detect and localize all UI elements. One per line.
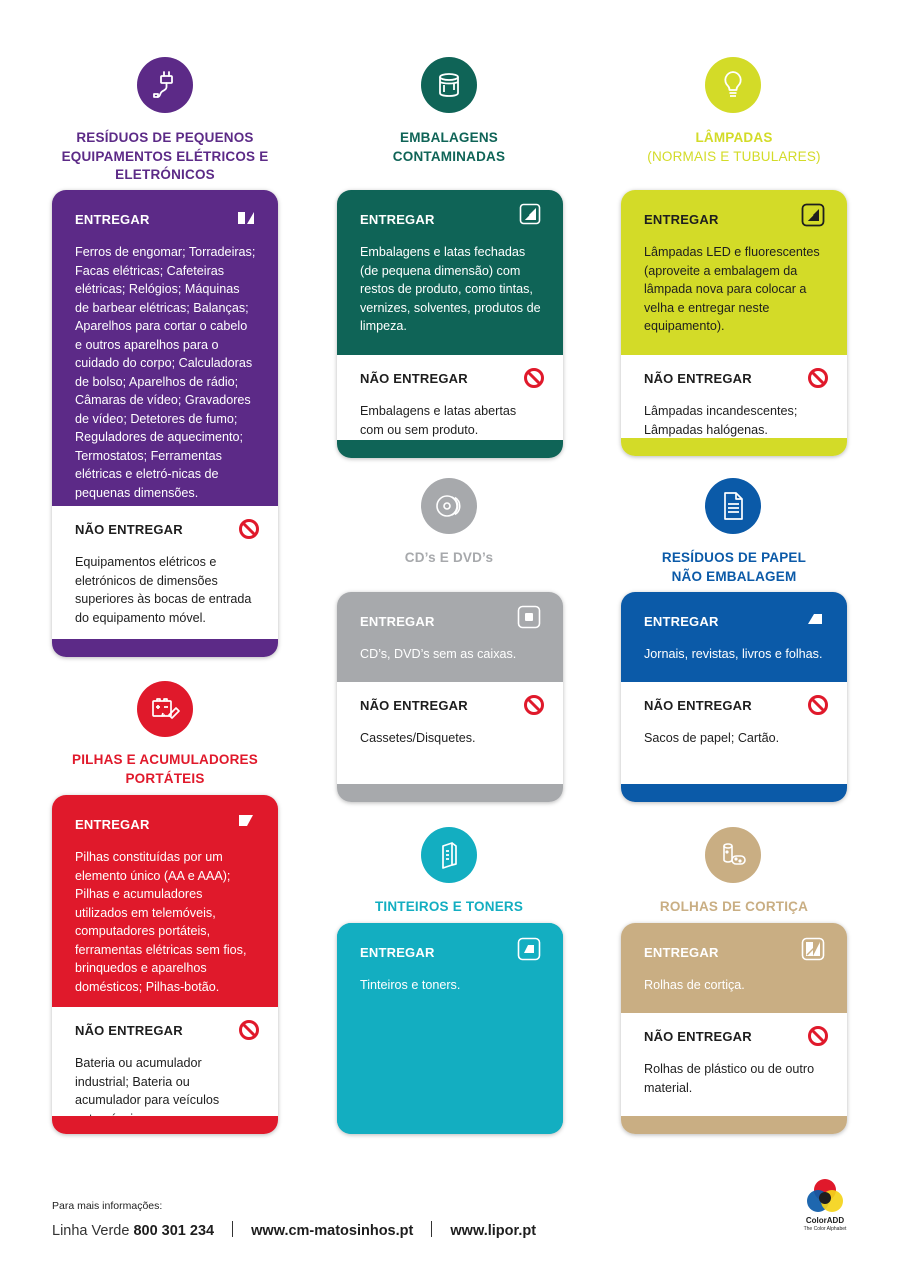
not-deliver-heading: NÃO ENTREGAR [75, 522, 183, 537]
prohibited-icon [807, 1025, 829, 1047]
cork-card [621, 923, 847, 1134]
coloradd-logo-name: ColorADD [805, 1216, 845, 1225]
coloradd-cyan-icon [517, 937, 541, 961]
deliver-section [337, 190, 563, 355]
packaging-title: EMBALAGENS CONTAMINADAS [392, 130, 506, 164]
deliver-text: Pilhas constituídas por um elemento único (AA e AAA); Pilhas e acumuladores utilizados em telemóveis, computadores portáteis, ferramentas elétricas sem fios, brinquedos e aparelhos domésticos; Pilhas-botão. [75, 850, 247, 994]
divider [232, 1221, 233, 1237]
eee-card [52, 190, 278, 657]
deliver-section [52, 795, 278, 1007]
card-footer-bar [337, 440, 563, 458]
deliver-section [337, 923, 563, 1134]
eee-title: RESÍDUOS DE PEQUENOS EQUIPAMENTOS ELÉTRICOS E ELETRÓNICOS [61, 130, 269, 182]
not-deliver-heading: NÃO ENTREGAR [644, 1029, 752, 1044]
prohibited-icon [807, 367, 829, 389]
deliver-text: Lâmpadas LED e fluorescentes (aproveite a embalagem da lâmpada nova para colocar a velha e entregar neste equipamento). [644, 245, 820, 333]
deliver-section [621, 190, 847, 355]
website-link-matosinhos[interactable]: www.cm-matosinhos.pt [251, 1223, 414, 1239]
deliver-text: Tinteiros e toners. [360, 978, 461, 992]
coloradd-logo-icon [803, 1176, 847, 1216]
card-footer-bar [621, 438, 847, 456]
contact-line [52, 1221, 536, 1239]
hotline-number: 800 301 234 [133, 1223, 215, 1239]
website-link-lipor[interactable]: www.lipor.pt [450, 1223, 537, 1239]
deliver-section [337, 592, 563, 682]
deliver-text: Ferros de engomar; Torradeiras; Facas elétricas; Cafeteiras elétricas; Relógios; Máquinas de barbear elétricas; Balanças; Aparelhos para cortar o cabelo e outros aparelhos para o cuidado do corpo; Calculadoras de bolso; Aparelhos de rádio; Câmaras de vídeo; Gravadores de vídeo; Detetores de fumo; Reguladores de aquecimento; Termostatos; Ferramentas elétricas e eletró-nicas de pequenas dimensões. [75, 245, 256, 500]
not-deliver-section [52, 1007, 278, 1128]
coloradd-green-icon [519, 203, 541, 225]
deliver-heading: ENTREGAR [644, 212, 719, 227]
deliver-text: Rolhas de cortiça. [644, 978, 745, 992]
cds-card [337, 592, 563, 802]
paint-can-icon [421, 57, 477, 113]
deliver-heading: ENTREGAR [360, 212, 435, 227]
not-deliver-heading: NÃO ENTREGAR [360, 698, 468, 713]
card-footer-bar [621, 784, 847, 802]
plug-icon [137, 57, 193, 113]
deliver-section [621, 592, 847, 682]
deliver-section [621, 923, 847, 1013]
paper-title: RESÍDUOS DE PAPEL NÃO EMBALAGEM [661, 550, 807, 584]
not-deliver-text: Embalagens e latas abertas com ou sem produto. [360, 404, 517, 437]
coloradd-grey-icon [517, 605, 541, 629]
coloradd-yellow-icon [801, 203, 825, 227]
lamps-title: LÂMPADAS (NORMAIS E TUBULARES) [647, 130, 821, 164]
not-deliver-text: Rolhas de plástico ou de outro material. [644, 1062, 815, 1095]
not-deliver-section [621, 355, 847, 439]
disc-icon [421, 478, 477, 534]
card-footer-bar [52, 639, 278, 657]
battery-icon [137, 681, 193, 737]
divider [431, 1221, 432, 1237]
coloradd-logo-tagline: The Color Alphabet [803, 1226, 847, 1232]
paper-card [621, 592, 847, 802]
info-label: Para mais informações: [52, 1200, 163, 1212]
deliver-text: Embalagens e latas fechadas (de pequena dimensão) com restos de produto, como tintas, vernizes, solventes, produtos de limpeza. [360, 245, 541, 333]
cork-title: ROLHAS DE CORTIÇA [659, 899, 809, 914]
not-deliver-text: Sacos de papel; Cartão. [644, 731, 780, 745]
deliver-heading: ENTREGAR [360, 614, 435, 629]
prohibited-icon [523, 367, 545, 389]
coloradd-purple-icon [236, 208, 256, 228]
not-deliver-text: Lâmpadas incandescentes; Lâmpadas halógenas. [644, 404, 798, 437]
not-deliver-text: Cassetes/Disquetes. [360, 731, 476, 745]
deliver-section [52, 190, 278, 506]
cork-icon [705, 827, 761, 883]
deliver-text: Jornais, revistas, livros e folhas. [644, 647, 823, 661]
ink-cartridge-icon [421, 827, 477, 883]
deliver-heading: ENTREGAR [644, 614, 719, 629]
document-icon [705, 478, 761, 534]
not-deliver-section [337, 682, 563, 748]
not-deliver-heading: NÃO ENTREGAR [644, 371, 752, 386]
prohibited-icon [238, 1019, 260, 1041]
packaging-card [337, 190, 563, 458]
coloradd-logo [798, 1176, 852, 1240]
toner-card [337, 923, 563, 1134]
prohibited-icon [523, 694, 545, 716]
light-bulb-icon [705, 57, 761, 113]
toner-title: TINTEIROS E TONERS [374, 899, 524, 914]
not-deliver-heading: NÃO ENTREGAR [360, 371, 468, 386]
lamps-card [621, 190, 847, 456]
batteries-title: PILHAS E ACUMULADORES PORTÁTEIS [72, 752, 258, 786]
card-footer-bar [337, 784, 563, 802]
card-footer-bar [52, 1116, 278, 1134]
coloradd-blue-icon [805, 609, 825, 629]
deliver-heading: ENTREGAR [75, 212, 150, 227]
deliver-heading: ENTREGAR [644, 945, 719, 960]
not-deliver-section [621, 1013, 847, 1097]
not-deliver-section [337, 355, 563, 439]
coloradd-red-icon [236, 811, 256, 831]
not-deliver-text: Bateria ou acumulador industrial; Bateria ou acumulador para veículos [75, 1056, 220, 1107]
deliver-heading: ENTREGAR [360, 945, 435, 960]
not-deliver-heading: NÃO ENTREGAR [644, 698, 752, 713]
not-deliver-section [621, 682, 847, 748]
deliver-heading: ENTREGAR [75, 817, 150, 832]
not-deliver-heading: NÃO ENTREGAR [75, 1023, 183, 1038]
prohibited-icon [807, 694, 829, 716]
not-deliver-text: Equipamentos elétricos e eletrónicos de dimensões superiores às bocas de entrada do equipamento móvel. [75, 555, 252, 625]
hotline-label: Linha Verde [52, 1223, 130, 1239]
not-deliver-section [52, 506, 278, 627]
deliver-text: CD’s, DVD’s sem as caixas. [360, 647, 517, 661]
prohibited-icon [238, 518, 260, 540]
cds-title: CD’s E DVD’s [404, 550, 494, 565]
coloradd-tan-icon [801, 937, 825, 961]
card-footer-bar [621, 1116, 847, 1134]
batteries-card [52, 795, 278, 1134]
